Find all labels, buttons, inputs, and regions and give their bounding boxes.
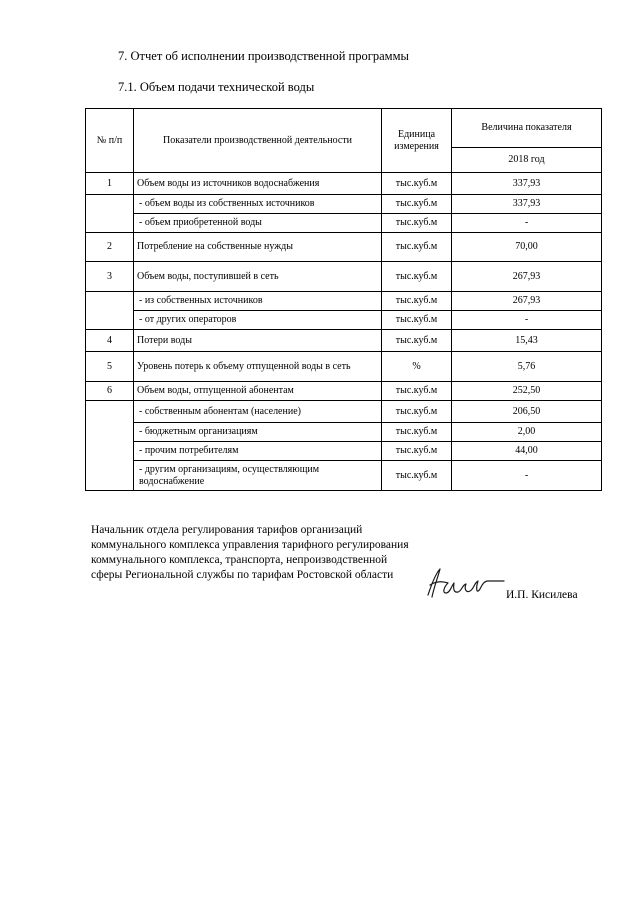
row-indicator: - бюджетным организациям — [134, 423, 382, 442]
table-row — [86, 442, 602, 461]
row-unit: тыс.куб.м — [382, 173, 452, 195]
row-unit: тыс.куб.м — [382, 461, 452, 491]
row-value: - — [452, 214, 602, 233]
row-unit: тыс.куб.м — [382, 195, 452, 214]
row-unit: тыс.куб.м — [382, 423, 452, 442]
row-number — [86, 401, 134, 491]
table-row — [86, 352, 602, 382]
water-supply-table — [85, 108, 602, 491]
row-value: 267,93 — [452, 292, 602, 311]
row-unit: тыс.куб.м — [382, 214, 452, 233]
row-value: 206,50 — [452, 401, 602, 423]
row-value: - — [452, 461, 602, 491]
handwritten-signature — [420, 565, 510, 601]
signer-name: И.П. Кисилева — [506, 589, 578, 601]
row-indicator: Объем воды из источников водоснабжения — [134, 173, 382, 195]
table-row — [86, 173, 602, 195]
row-number: 5 — [86, 352, 134, 382]
row-number: 4 — [86, 330, 134, 352]
table-row — [86, 195, 602, 214]
row-indicator: - объем приобретенной воды — [134, 214, 382, 233]
row-value: 15,43 — [452, 330, 602, 352]
table-row — [86, 401, 602, 423]
row-value: 44,00 — [452, 442, 602, 461]
row-indicator: - другим организациям, осуществляющим водоснабжение — [134, 461, 382, 491]
row-unit: тыс.куб.м — [382, 401, 452, 423]
row-value: 70,00 — [452, 233, 602, 262]
table-row — [86, 461, 602, 491]
table-row — [86, 311, 602, 330]
row-unit: тыс.куб.м — [382, 311, 452, 330]
row-number: 2 — [86, 233, 134, 262]
header-unit: Единица измерения — [382, 109, 452, 173]
header-year: 2018 год — [452, 148, 602, 173]
row-number — [86, 292, 134, 330]
row-unit: тыс.куб.м — [382, 382, 452, 401]
row-indicator: - из собственных источников — [134, 292, 382, 311]
table-row — [86, 214, 602, 233]
row-indicator: Уровень потерь к объему отпущенной воды в сеть — [134, 352, 382, 382]
row-value: 5,76 — [452, 352, 602, 382]
row-value: 252,50 — [452, 382, 602, 401]
row-indicator: - собственным абонентам (население) — [134, 401, 382, 423]
row-unit: тыс.куб.м — [382, 330, 452, 352]
row-value: 267,93 — [452, 262, 602, 292]
table-row — [86, 330, 602, 352]
row-value: 2,00 — [452, 423, 602, 442]
row-unit: тыс.куб.м — [382, 233, 452, 262]
header-indicator: Показатели производственной деятельности — [134, 109, 382, 173]
header-number: № п/п — [86, 109, 134, 173]
row-unit: тыс.куб.м — [382, 292, 452, 311]
table-row — [86, 262, 602, 292]
row-indicator: Объем воды, поступившей в сеть — [134, 262, 382, 292]
row-number — [86, 195, 134, 233]
subsection-heading: 7.1. Объем подачи технической воды — [118, 80, 315, 94]
header-value-group: Величина показателя — [452, 109, 602, 148]
signer-position: Начальник отдела регулирования тарифов организаций коммунального комплекса управления тарифного регулирования коммунального комплекса, транспорта, непроизводственной сферы Региональной службы по тарифам Ростовской области — [91, 524, 409, 581]
row-number: 6 — [86, 382, 134, 401]
row-unit: % — [382, 352, 452, 382]
row-number: 1 — [86, 173, 134, 195]
row-value: - — [452, 311, 602, 330]
row-indicator: Потери воды — [134, 330, 382, 352]
table-row — [86, 233, 602, 262]
row-unit: тыс.куб.м — [382, 442, 452, 461]
row-indicator: - от других операторов — [134, 311, 382, 330]
table-row — [86, 423, 602, 442]
section-heading: 7. Отчет об исполнении производственной программы — [118, 49, 409, 63]
row-unit: тыс.куб.м — [382, 262, 452, 292]
row-indicator: - объем воды из собственных источников — [134, 195, 382, 214]
table-row — [86, 382, 602, 401]
table-row — [86, 292, 602, 311]
row-indicator: Потребление на собственные нужды — [134, 233, 382, 262]
row-value: 337,93 — [452, 173, 602, 195]
row-indicator: Объем воды, отпущенной абонентам — [134, 382, 382, 401]
row-value: 337,93 — [452, 195, 602, 214]
row-number: 3 — [86, 262, 134, 292]
row-indicator: - прочим потребителям — [134, 442, 382, 461]
